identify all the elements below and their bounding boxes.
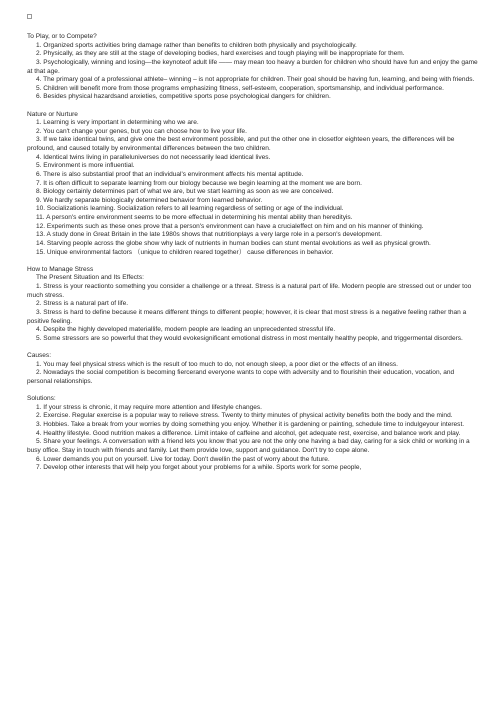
list-item: 6. Lower demands you put on yourself. Live for today. Don't dwellin the past of worry about the future.	[36, 455, 330, 463]
section-subheading: The Present Situation and Its Effects:	[36, 274, 144, 282]
list-item: 6. Besides physical hazardsand anxieties, competitive sports pose psychological dangers for children.	[36, 93, 331, 101]
section-spacer	[27, 257, 478, 266]
list-item: 12. Experiments such as these ones prove that a person's environment can have a crucialeffect on him and on his manner of thinking.	[36, 222, 424, 230]
list-item: 3. Psychologically, winning and losing—the keynoteof adult life —— may mean too heavy a burden for children who should have fun and enjoy the game at that age.	[27, 58, 478, 75]
list-item: 5. Environment is more influential.	[36, 162, 135, 170]
list-item: 2. Nowadays the social competition is becoming fiercerand everyone wants to cope with adversity and to flourishin their education, vocation, and personal relationships.	[27, 369, 455, 385]
page-corner-mark	[27, 14, 32, 19]
list-item: 1. If your stress is chronic, it may require more attention and lifestyle changes.	[36, 403, 262, 411]
list-item: 1. You may feel physical stress which is the result of too much to do, not enough sleep, a poor diet or the effects of an illness.	[36, 360, 398, 368]
section-heading: Causes:	[27, 352, 52, 360]
list-item: 5. Children will benefit more from those programs emphasizing fitness, self-esteem, cooperation, sportsmanship, and individual performance.	[36, 84, 444, 92]
list-item: 1. Stress is your reactionto something you consider a challenge or a threat. Stress is a natural part of life. Modern people are stressed out or under too much stress.	[27, 283, 472, 299]
list-item: 4. Despite the highly developed materiallife, modern people are leading an unprecedented stressful life.	[36, 326, 336, 334]
section-heading: Nature or Nurture	[27, 110, 78, 118]
section-spacer	[27, 343, 478, 352]
list-item: 13. A study done in Great Britain in the late 1980s shows that nutritionplays a very large role in a person's development.	[36, 231, 382, 239]
list-item: 11. A person's entire environment seems to be more effectual in determining his mental ability than heredityis.	[36, 214, 353, 222]
list-item: 15. Unique environmental factors （unique to children reared together） cause differences in behavior.	[36, 248, 334, 256]
section-heading: To Play, or to Compete?	[27, 33, 97, 40]
list-item: 7. Develop other interests that will help you forget about your problems for a while. Sports work for some people,	[36, 464, 362, 472]
list-item: 4. Healthy lifestyle. Good nutrition makes a difference. Limit intake of caffeine and alcohol, get adequate rest, exercise, and balance work and play.	[36, 429, 461, 437]
list-item: 1. Learning is very important in determining who we are.	[36, 119, 199, 127]
list-item: 5. Some stressors are so powerful that they would evokesignificant emotional distress in most mentally healthy people, and triggermental disorders.	[36, 334, 463, 342]
list-item: 10. Socializationis learning. Socialization refers to all learning regardless of setting or age of the individual.	[36, 205, 344, 213]
list-item: 2. Exercise. Regular exercise is a popular way to relieve stress. Twenty to thirty minutes of physical activity benefits both the body and the mind.	[36, 412, 453, 420]
list-item: 8. Biology certainly determines part of what we are, but we start learning as soon as we are conceived.	[36, 188, 334, 196]
list-item: 7. It is often difficult to separate learning from our biology because we begin learning at the moment we are born.	[36, 179, 362, 187]
list-item: 4. The primary goal of a professional athlete– winning – is not appropriate for children. Their goal should be having fun, learning, and being with friends.	[36, 76, 475, 84]
list-item: 14. Starving people across the globe show why lack of nutrients in human bodies can stunt mental evolutions as well as physical growth.	[36, 239, 431, 247]
list-item: 6. There is also substantial proof that an individual's environment affects his mental aptitude.	[36, 170, 304, 178]
section-spacer	[27, 102, 478, 111]
list-item: 3. Hobbies. Take a break from your worries by doing something you enjoy. Whether it is gardening or painting, schedule time to indulgeyour interest.	[36, 421, 465, 428]
list-item: 2. You can't change your genes, but you can choose how to live your life.	[36, 127, 247, 135]
list-item: 3. Stress is hard to define because it means different things to different people; however, it is clear that most stress is a negative feeling rather than a positive feeling.	[27, 308, 467, 325]
list-item: 3. If we take identical twins, and give one the best environment possible, and put the other one in closetfor eighteen years, the differences will be profound, and caused totally by environmental differences between the two children.	[27, 136, 455, 153]
list-item: 9. We hardly separate biologically determined behavior from learned behavior.	[36, 196, 263, 204]
section-spacer	[27, 387, 478, 396]
list-item: 2. Stress is a natural part of life.	[36, 300, 129, 308]
document-body	[27, 33, 478, 473]
section-heading: Solutions:	[27, 395, 56, 403]
list-item: 5. Share your feelings. A conversation with a friend lets you know that you are not the only one having a bad day, caring for a sick child or working in a busy office. Stay in touch with friends and family. Let them provide love, support and guidance. Don't try to cope alone.	[27, 438, 470, 454]
list-item: 1. Organized sports activities bring damage rather than benefits to children both physically and psychologically.	[36, 41, 357, 49]
list-item: 4. Identical twins living in paralleluniverses do not necessarily lead identical lives.	[36, 153, 271, 161]
list-item: 2. Physically, as they are still at the stage of developing bodies, hard exercises and tough playing will be inappropriate for them.	[36, 50, 405, 58]
section-heading: How to Manage Stress	[27, 265, 94, 273]
